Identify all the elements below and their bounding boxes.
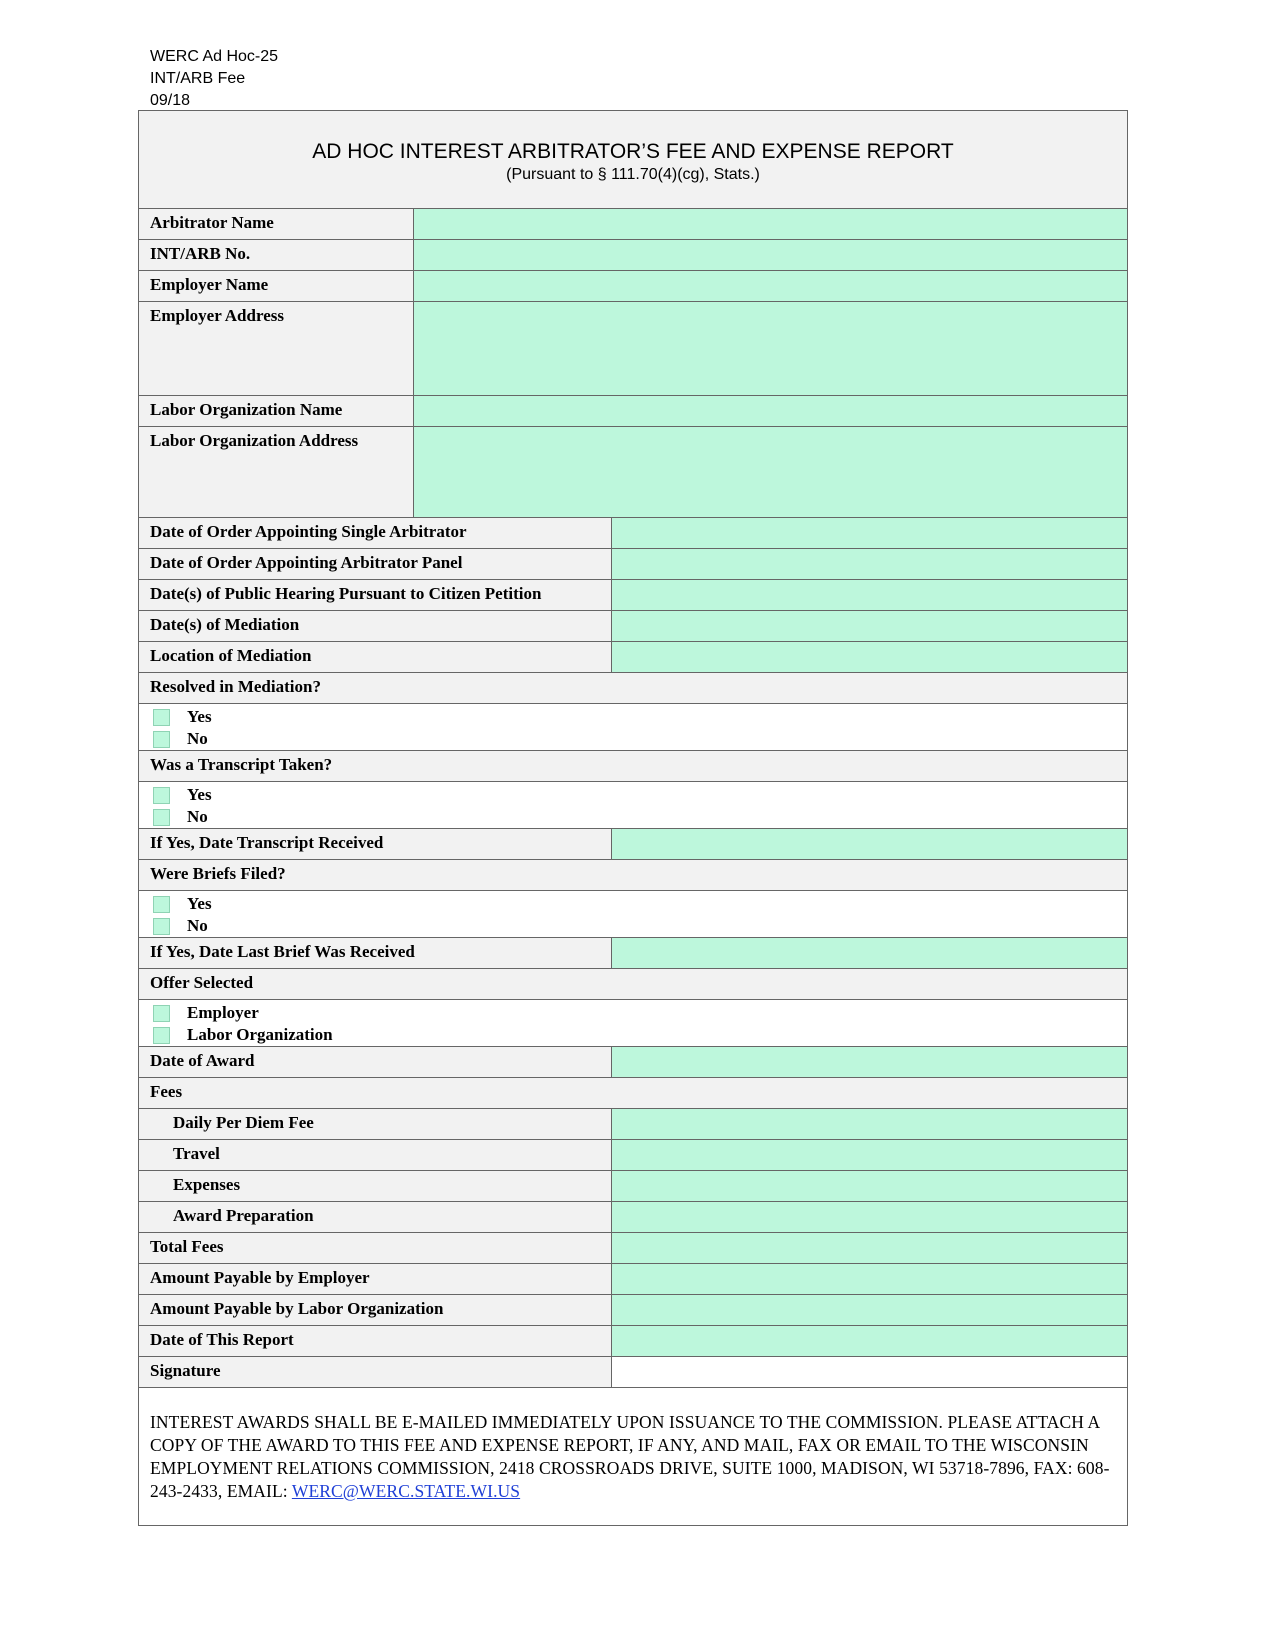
input-date-award[interactable] (612, 1047, 1127, 1077)
label-fees-heading: Fees (139, 1078, 1127, 1108)
option-transcript-no[interactable] (139, 806, 1127, 828)
label-travel: Travel (139, 1140, 612, 1170)
input-labor-org-address[interactable] (414, 427, 1127, 517)
input-arbitrator-name[interactable] (414, 209, 1127, 239)
row-transcript-question (139, 751, 1127, 782)
option-resolved-no[interactable] (139, 728, 1127, 750)
label-date-single-arbitrator: Date of Order Appointing Single Arbitrator (139, 518, 612, 548)
row-signature (139, 1357, 1127, 1388)
signature-field[interactable] (612, 1357, 1127, 1387)
checkbox-offer-employer[interactable] (153, 1005, 170, 1022)
input-date-public-hearing[interactable] (612, 580, 1127, 610)
document-id-block (150, 46, 278, 112)
row-labor-org-name (139, 396, 1127, 427)
row-travel (139, 1140, 1127, 1171)
row-int-arb-no (139, 240, 1127, 271)
row-employer-address (139, 302, 1127, 396)
instructions-text: INTEREST AWARDS SHALL BE E-MAILED IMMEDIATELY UPON ISSUANCE TO THE COMMISSION. PLEASE ATTACH A COPY OF THE AWARD TO THIS FEE AND EXPENSE REPORT, IF ANY, AND MAIL, FAX OR EMAIL TO THE WISCONSIN EMPLOYMENT RELATIONS COMMISSION, 2418 CROSSROADS DRIVE, SUITE 1000, MADISON, WI 53718-7896, FAX: 608-243-2433, EMAIL: (150, 1412, 1110, 1501)
row-fees-heading (139, 1078, 1127, 1109)
label-int-arb-no: INT/ARB No. (139, 240, 414, 270)
input-payable-labor[interactable] (612, 1295, 1127, 1325)
checkbox-briefs-no[interactable] (153, 918, 170, 935)
checkbox-briefs-yes[interactable] (153, 896, 170, 913)
option-label: Yes (187, 707, 212, 726)
input-brief-date[interactable] (612, 938, 1127, 968)
input-per-diem[interactable] (612, 1109, 1127, 1139)
option-label: Yes (187, 894, 212, 913)
row-date-mediation (139, 611, 1127, 642)
form-subtitle: INT/ARB Fee (150, 70, 246, 87)
label-date-arbitrator-panel: Date of Order Appointing Arbitrator Panel (139, 549, 612, 579)
label-location-mediation: Location of Mediation (139, 642, 612, 672)
label-labor-org-address: Labor Organization Address (139, 427, 414, 517)
option-briefs-yes[interactable] (139, 893, 1127, 915)
input-date-single-arbitrator[interactable] (612, 518, 1127, 548)
resolved-options (139, 704, 1127, 751)
row-expenses (139, 1171, 1127, 1202)
label-employer-name: Employer Name (139, 271, 414, 301)
form-header (139, 111, 1127, 209)
input-transcript-date[interactable] (612, 829, 1127, 859)
submission-instructions (139, 1388, 1127, 1525)
row-total-fees (139, 1233, 1127, 1264)
form-date: 09/18 (150, 92, 191, 109)
row-date-arbitrator-panel (139, 549, 1127, 580)
input-award-prep[interactable] (612, 1202, 1127, 1232)
row-date-public-hearing (139, 580, 1127, 611)
label-labor-org-name: Labor Organization Name (139, 396, 414, 426)
input-int-arb-no[interactable] (414, 240, 1127, 270)
checkbox-offer-labor-org[interactable] (153, 1027, 170, 1044)
label-employer-address: Employer Address (139, 302, 414, 395)
option-label: No (187, 807, 208, 826)
label-expenses: Expenses (139, 1171, 612, 1201)
input-date-mediation[interactable] (612, 611, 1127, 641)
row-brief-date (139, 938, 1127, 969)
row-payable-labor (139, 1295, 1127, 1326)
input-expenses[interactable] (612, 1171, 1127, 1201)
checkbox-resolved-no[interactable] (153, 731, 170, 748)
label-resolved-question: Resolved in Mediation? (139, 673, 1127, 703)
row-per-diem (139, 1109, 1127, 1140)
label-date-award: Date of Award (139, 1047, 612, 1077)
row-location-mediation (139, 642, 1127, 673)
option-label: Employer (187, 1003, 259, 1022)
form-number: WERC Ad Hoc-25 (150, 48, 279, 65)
form-subtitle-statute: (Pursuant to § 111.70(4)(cg), Stats.) (506, 166, 760, 183)
offer-options (139, 1000, 1127, 1047)
option-briefs-no[interactable] (139, 915, 1127, 937)
option-offer-labor-org[interactable] (139, 1024, 1127, 1046)
input-employer-address[interactable] (414, 302, 1127, 395)
row-payable-employer (139, 1264, 1127, 1295)
label-brief-date: If Yes, Date Last Brief Was Received (139, 938, 612, 968)
input-date-report[interactable] (612, 1326, 1127, 1356)
fee-expense-report-form (138, 110, 1128, 1526)
option-offer-employer[interactable] (139, 1002, 1127, 1024)
row-employer-name (139, 271, 1127, 302)
label-total-fees: Total Fees (139, 1233, 612, 1263)
label-arbitrator-name: Arbitrator Name (139, 209, 414, 239)
option-label: No (187, 729, 208, 748)
label-award-prep: Award Preparation (139, 1202, 612, 1232)
label-briefs-question: Were Briefs Filed? (139, 860, 1127, 890)
row-labor-org-address (139, 427, 1127, 518)
briefs-options (139, 891, 1127, 938)
row-arbitrator-name (139, 209, 1127, 240)
option-label: No (187, 916, 208, 935)
transcript-options (139, 782, 1127, 829)
checkbox-transcript-yes[interactable] (153, 787, 170, 804)
label-date-report: Date of This Report (139, 1326, 612, 1356)
label-payable-labor: Amount Payable by Labor Organization (139, 1295, 612, 1325)
label-per-diem: Daily Per Diem Fee (139, 1109, 612, 1139)
row-offer-question (139, 969, 1127, 1000)
option-transcript-yes[interactable] (139, 784, 1127, 806)
input-date-arbitrator-panel[interactable] (612, 549, 1127, 579)
input-travel[interactable] (612, 1140, 1127, 1170)
checkbox-transcript-no[interactable] (153, 809, 170, 826)
input-employer-name[interactable] (414, 271, 1127, 301)
checkbox-resolved-yes[interactable] (153, 709, 170, 726)
email-link[interactable]: WERC@WERC.STATE.WI.US (291, 1481, 521, 1501)
row-date-single-arbitrator (139, 518, 1127, 549)
row-transcript-date (139, 829, 1127, 860)
row-resolved-question (139, 673, 1127, 704)
form-title: AD HOC INTEREST ARBITRATOR’S FEE AND EXPENSE REPORT (312, 140, 954, 163)
option-resolved-yes[interactable] (139, 706, 1127, 728)
row-award-prep (139, 1202, 1127, 1233)
row-date-report (139, 1326, 1127, 1357)
input-location-mediation[interactable] (612, 642, 1127, 672)
row-briefs-question (139, 860, 1127, 891)
input-labor-org-name[interactable] (414, 396, 1127, 426)
label-date-mediation: Date(s) of Mediation (139, 611, 612, 641)
input-total-fees[interactable] (612, 1233, 1127, 1263)
row-date-award (139, 1047, 1127, 1078)
label-signature: Signature (139, 1357, 612, 1387)
option-label: Labor Organization (187, 1025, 333, 1044)
option-label: Yes (187, 785, 212, 804)
label-transcript-question: Was a Transcript Taken? (139, 751, 1127, 781)
label-offer-question: Offer Selected (139, 969, 1127, 999)
label-transcript-date: If Yes, Date Transcript Received (139, 829, 612, 859)
label-date-public-hearing: Date(s) of Public Hearing Pursuant to Citizen Petition (139, 580, 612, 610)
label-payable-employer: Amount Payable by Employer (139, 1264, 612, 1294)
input-payable-employer[interactable] (612, 1264, 1127, 1294)
